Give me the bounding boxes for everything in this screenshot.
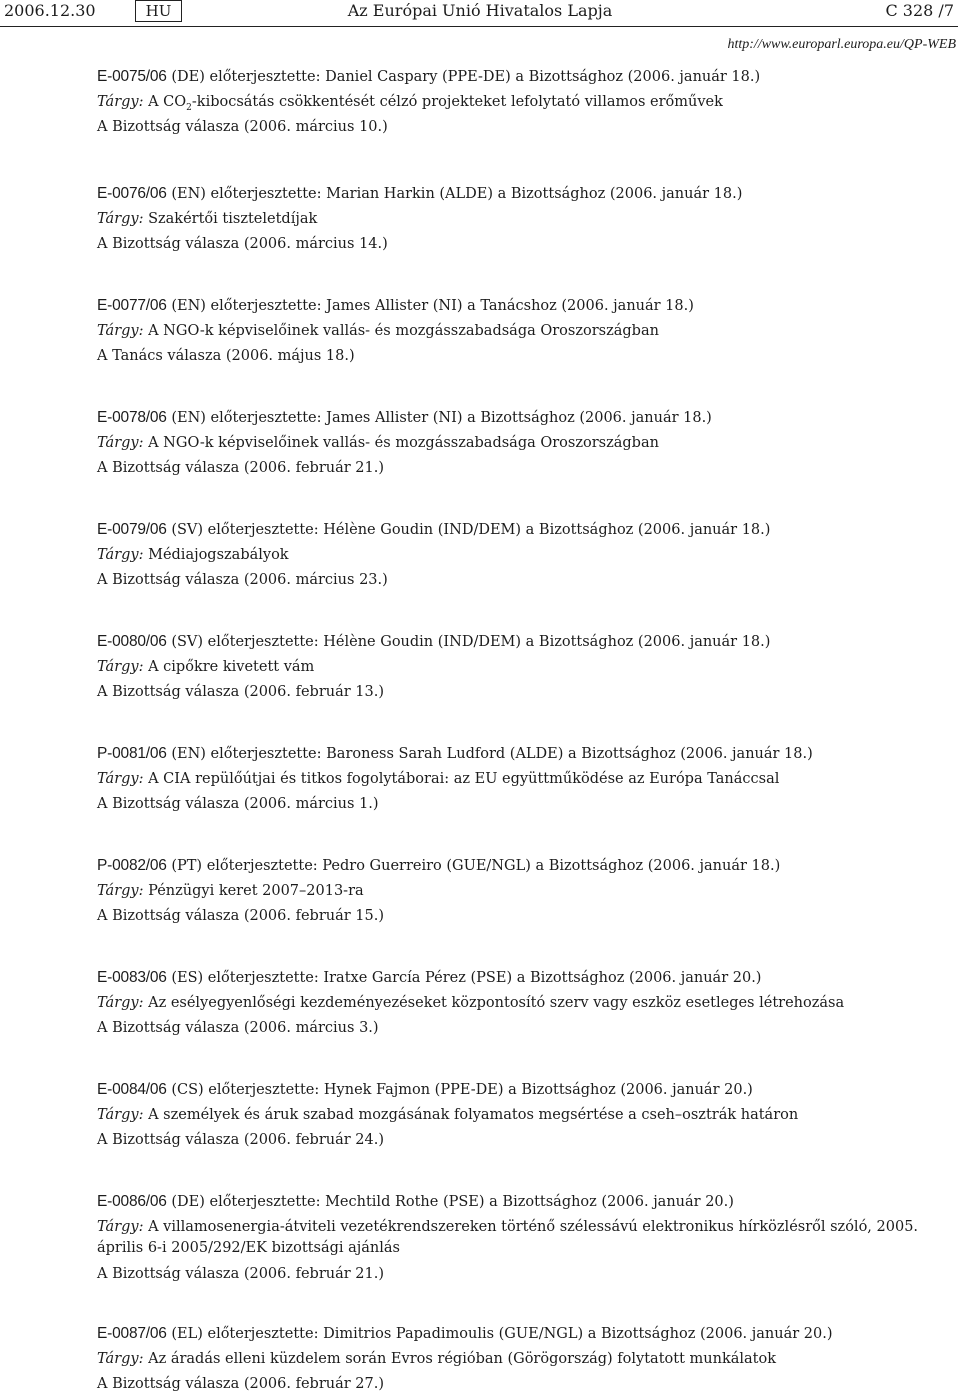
entry-subject <box>97 431 947 457</box>
entry-subject <box>97 319 947 345</box>
subject-label: Tárgy: <box>97 658 144 675</box>
language-badge: HU <box>135 0 182 22</box>
question-author: Baroness Sarah Ludford (ALDE) a Bizottsághoz (2006. január 18.) <box>326 746 813 762</box>
question-code: E-0077/06 <box>97 297 167 314</box>
submitted-label: előterjesztette: <box>207 970 319 986</box>
entry-heading <box>97 741 947 767</box>
subject-label: Tárgy: <box>97 1106 144 1123</box>
question-author: Marian Harkin (ALDE) a Bizottsághoz (2006. január 18.) <box>326 186 743 202</box>
subject-label: Tárgy: <box>97 322 144 339</box>
entry-heading <box>97 405 947 431</box>
subject-text: Pénzügyi keret 2007–2013-ra <box>148 882 364 899</box>
subject-label: Tárgy: <box>97 434 144 451</box>
question-language: (EL) <box>171 1326 203 1342</box>
subject-text: A villamosenergia-átviteli vezetékrendszereken történő szélessávú elektronikus hírközlésről szóló, 2005. április 6-i 2005/292/EK bizottsági ajánlás <box>97 1218 919 1256</box>
question-language: (SV) <box>171 522 204 538</box>
question-author: James Allister (NI) a Bizottsághoz (2006. január 18.) <box>326 410 712 426</box>
question-code: E-0086/06 <box>97 1193 167 1210</box>
entry-heading <box>97 1321 947 1347</box>
subject-label: Tárgy: <box>97 882 144 899</box>
submitted-label: előterjesztette: <box>209 1194 321 1210</box>
subject-text-start: A CO <box>148 93 187 110</box>
entry-answer: A Bizottság válasza (2006. február 21.) <box>97 1265 385 1282</box>
submitted-label: előterjesztette: <box>209 69 321 85</box>
question-language: (EN) <box>171 746 206 762</box>
question-code: E-0080/06 <box>97 633 167 650</box>
entry-answer: A Bizottság válasza (2006. március 23.) <box>97 572 388 588</box>
subject-text-end: -kibocsátás csökkentését célzó projekteket lefolytató villamos erőművek <box>191 93 723 110</box>
question-code: E-0079/06 <box>97 521 167 538</box>
question-entry <box>97 64 947 141</box>
question-author: Dimitrios Papadimoulis (GUE/NGL) a Bizottsághoz (2006. január 20.) <box>323 1326 833 1342</box>
entry-subject <box>97 655 947 681</box>
question-author: Hynek Fajmon (PPE-DE) a Bizottsághoz (2006. január 20.) <box>323 1082 753 1098</box>
entry-heading <box>97 517 947 543</box>
question-language: (EN) <box>171 410 206 426</box>
submitted-label: előterjesztette: <box>207 1326 319 1342</box>
subject-subscript: 2 <box>186 102 192 113</box>
entry-heading <box>97 629 947 655</box>
subject-text: A NGO-k képviselőinek vallás- és mozgásszabadsága Oroszországban <box>148 434 659 451</box>
subject-label: Tárgy: <box>97 1350 144 1367</box>
entry-subject <box>97 90 947 116</box>
question-author: Daniel Caspary (PPE-DE) a Bizottsághoz (2006. január 18.) <box>325 69 761 85</box>
question-code: E-0075/06 <box>97 68 167 85</box>
question-author: Mechtild Rothe (PSE) a Bizottsághoz (2006. január 20.) <box>325 1194 734 1210</box>
entry-subject <box>97 1347 947 1373</box>
question-code: E-0076/06 <box>97 185 167 202</box>
subject-label: Tárgy: <box>97 93 144 110</box>
entry-answer: A Bizottság válasza (2006. március 1.) <box>97 796 379 812</box>
question-code: E-0084/06 <box>97 1081 167 1098</box>
question-author: James Allister (NI) a Tanácshoz (2006. január 18.) <box>326 298 694 314</box>
question-author: Iratxe García Pérez (PSE) a Bizottsághoz (2006. január 20.) <box>323 970 762 986</box>
entry-subject <box>97 1103 947 1129</box>
question-entry <box>97 629 947 706</box>
subject-label: Tárgy: <box>97 770 144 787</box>
entry-answer: A Bizottság válasza (2006. február 27.) <box>97 1376 385 1392</box>
source-url[interactable]: http://www.europarl.europa.eu/QP-WEB <box>727 37 956 52</box>
submitted-label: előterjesztette: <box>210 746 322 762</box>
subject-text: A NGO-k képviselőinek vallás- és mozgásszabadsága Oroszországban <box>148 322 659 339</box>
entry-heading <box>97 1077 947 1103</box>
question-entry <box>97 405 947 482</box>
entry-heading <box>97 181 947 207</box>
question-author: Pedro Guerreiro (GUE/NGL) a Bizottsághoz (2006. január 18.) <box>322 858 781 874</box>
entry-heading <box>97 64 947 90</box>
submitted-label: előterjesztette: <box>210 410 322 426</box>
submitted-label: előterjesztette: <box>208 1082 320 1098</box>
entry-answer: A Bizottság válasza (2006. február 13.) <box>97 684 385 700</box>
question-entry <box>97 517 947 594</box>
entry-answer: A Bizottság válasza (2006. március 14.) <box>97 236 388 252</box>
question-language: (CS) <box>171 1082 204 1098</box>
question-entry <box>97 293 947 370</box>
entry-answer: A Bizottság válasza (2006. február 21.) <box>97 460 385 476</box>
question-author: Hélène Goudin (IND/DEM) a Bizottsághoz (2006. január 18.) <box>323 634 771 650</box>
question-language: (EN) <box>171 298 206 314</box>
question-code: E-0083/06 <box>97 969 167 986</box>
question-language: (PT) <box>171 858 203 874</box>
question-entry <box>97 1077 947 1154</box>
question-code: P-0081/06 <box>97 745 167 762</box>
subject-text: Az esélyegyenlőségi kezdeményezéseket központosító szerv vagy eszköz esetleges létrehozása <box>148 994 845 1011</box>
question-entry <box>97 1189 947 1287</box>
issue-date: 2006.12.30 <box>4 1 96 20</box>
question-entry <box>97 1321 947 1398</box>
submitted-label: előterjesztette: <box>206 858 318 874</box>
entry-heading <box>97 293 947 319</box>
entry-answer: A Bizottság válasza (2006. február 15.) <box>97 908 385 924</box>
question-author: Hélène Goudin (IND/DEM) a Bizottsághoz (2006. január 18.) <box>323 522 771 538</box>
submitted-label: előterjesztette: <box>207 522 319 538</box>
question-entry <box>97 181 947 258</box>
question-code: E-0078/06 <box>97 409 167 426</box>
page-number: C 328 /7 <box>885 1 954 20</box>
question-language: (ES) <box>171 970 204 986</box>
entry-heading <box>97 853 947 879</box>
entry-answer: A Tanács válasza (2006. május 18.) <box>97 348 355 364</box>
entry-subject <box>97 543 947 569</box>
journal-header <box>0 0 958 27</box>
entry-heading <box>97 1189 947 1215</box>
journal-title: Az Európai Unió Hivatalos Lapja <box>347 1 613 20</box>
subject-label: Tárgy: <box>97 994 144 1011</box>
entry-subject <box>97 207 947 233</box>
submitted-label: előterjesztette: <box>210 298 322 314</box>
subject-text: Médiajogszabályok <box>148 546 289 563</box>
entry-subject <box>97 767 947 793</box>
subject-text: A CIA repülőútjai és titkos fogolytáborai: az EU együttműködése az Európa Tanáccsal <box>148 770 780 787</box>
question-language: (DE) <box>171 1194 205 1210</box>
question-language: (EN) <box>171 186 206 202</box>
subject-label: Tárgy: <box>97 210 144 227</box>
subject-text: A személyek és áruk szabad mozgásának folyamatos megsértése a cseh–osztrák határon <box>148 1106 799 1123</box>
subject-text: Szakértői tiszteletdíjak <box>148 210 318 227</box>
subject-text: A cipőkre kivetett vám <box>148 658 315 675</box>
entry-answer: A Bizottság válasza (2006. március 3.) <box>97 1020 379 1036</box>
question-language: (DE) <box>171 69 205 85</box>
entry-answer: A Bizottság válasza (2006. március 10.) <box>97 119 388 135</box>
entry-answer: A Bizottság válasza (2006. február 24.) <box>97 1132 385 1148</box>
submitted-label: előterjesztette: <box>207 634 319 650</box>
question-entry <box>97 853 947 930</box>
subject-label: Tárgy: <box>97 1218 144 1235</box>
subject-label: Tárgy: <box>97 546 144 563</box>
entry-subject <box>97 879 947 905</box>
question-code: E-0087/06 <box>97 1325 167 1342</box>
entry-heading <box>97 965 947 991</box>
entry-subject <box>97 1215 947 1262</box>
subject-text: Az áradás elleni küzdelem során Evros régióban (Görögország) folytatott munkálatok <box>148 1350 777 1367</box>
entry-subject <box>97 991 947 1017</box>
question-language: (SV) <box>171 634 204 650</box>
question-entry <box>97 965 947 1042</box>
question-entry <box>97 741 947 818</box>
question-code: P-0082/06 <box>97 857 167 874</box>
submitted-label: előterjesztette: <box>210 186 322 202</box>
